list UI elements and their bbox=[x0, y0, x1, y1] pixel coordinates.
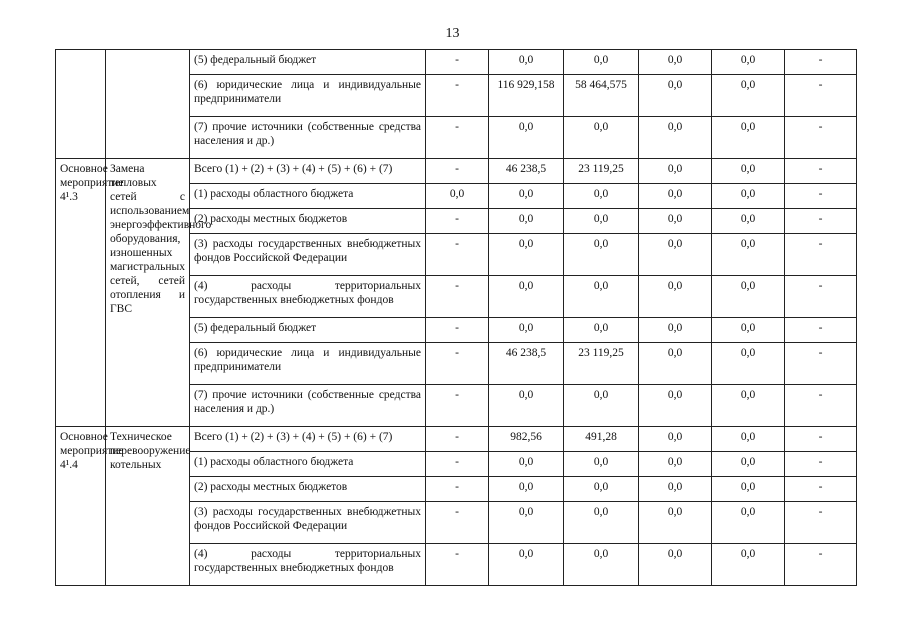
value-cell: 0,0 bbox=[564, 50, 639, 75]
value-cell: 0,0 bbox=[712, 184, 785, 209]
value-cell: - bbox=[426, 343, 489, 385]
value-cell: 0,0 bbox=[564, 544, 639, 586]
value-cell: 0,0 bbox=[712, 427, 785, 452]
value-cell: 0,0 bbox=[712, 502, 785, 544]
event-description-cell bbox=[106, 50, 190, 159]
value-cell: 0,0 bbox=[712, 477, 785, 502]
value-cell: 0,0 bbox=[489, 452, 564, 477]
value-cell: 23 119,25 bbox=[564, 343, 639, 385]
value-cell: - bbox=[785, 502, 857, 544]
value-cell: 982,56 bbox=[489, 427, 564, 452]
value-cell: - bbox=[426, 276, 489, 318]
value-cell: 0,0 bbox=[489, 502, 564, 544]
value-cell: 0,0 bbox=[639, 50, 712, 75]
funding-source-cell: (7) прочие источники (собственные средства населения и др.) bbox=[190, 385, 426, 427]
value-cell: 0,0 bbox=[639, 318, 712, 343]
value-cell: 0,0 bbox=[489, 117, 564, 159]
value-cell: - bbox=[785, 276, 857, 318]
event-description-cell: Замена тепловых сетей с использованием энергоэффективного оборудования, изношенных магистральных сетей, сетей отопления и ГВС bbox=[106, 159, 190, 427]
value-cell: 0,0 bbox=[712, 75, 785, 117]
funding-source-cell: (4) расходы территориальных государственных внебюджетных фондов bbox=[190, 276, 426, 318]
value-cell: - bbox=[426, 117, 489, 159]
value-cell: 0,0 bbox=[564, 452, 639, 477]
value-cell: 0,0 bbox=[489, 385, 564, 427]
value-cell: 0,0 bbox=[712, 159, 785, 184]
value-cell: 0,0 bbox=[639, 385, 712, 427]
value-cell: - bbox=[785, 184, 857, 209]
value-cell: 0,0 bbox=[489, 544, 564, 586]
funding-source-cell: (2) расходы местных бюджетов bbox=[190, 477, 426, 502]
table-body bbox=[56, 50, 857, 586]
value-cell: 0,0 bbox=[489, 234, 564, 276]
value-cell: - bbox=[426, 50, 489, 75]
table-row bbox=[56, 159, 857, 184]
value-cell: 0,0 bbox=[639, 276, 712, 318]
value-cell: - bbox=[785, 343, 857, 385]
funding-source-cell: (6) юридические лица и индивидуальные предприниматели bbox=[190, 343, 426, 385]
value-cell: 0,0 bbox=[489, 184, 564, 209]
value-cell: - bbox=[426, 209, 489, 234]
value-cell: - bbox=[785, 50, 857, 75]
value-cell: 0,0 bbox=[639, 544, 712, 586]
funding-source-cell: (6) юридические лица и индивидуальные предприниматели bbox=[190, 75, 426, 117]
value-cell: 0,0 bbox=[564, 209, 639, 234]
value-cell: 0,0 bbox=[712, 544, 785, 586]
value-cell: 46 238,5 bbox=[489, 159, 564, 184]
value-cell: - bbox=[785, 117, 857, 159]
value-cell: - bbox=[785, 234, 857, 276]
value-cell: 58 464,575 bbox=[564, 75, 639, 117]
value-cell: 0,0 bbox=[639, 184, 712, 209]
value-cell: 0,0 bbox=[712, 318, 785, 343]
table-row bbox=[56, 427, 857, 452]
value-cell: - bbox=[426, 159, 489, 184]
value-cell: - bbox=[785, 427, 857, 452]
value-cell: 0,0 bbox=[639, 477, 712, 502]
value-cell: 46 238,5 bbox=[489, 343, 564, 385]
event-name-cell: Основное мероприятие 4¹.3 bbox=[56, 159, 106, 427]
value-cell: - bbox=[785, 75, 857, 117]
value-cell: 0,0 bbox=[564, 117, 639, 159]
value-cell: 0,0 bbox=[489, 209, 564, 234]
event-name-cell: Основное мероприятие 4¹.4 bbox=[56, 427, 106, 586]
value-cell: 0,0 bbox=[639, 234, 712, 276]
value-cell: 0,0 bbox=[712, 209, 785, 234]
value-cell: 0,0 bbox=[712, 234, 785, 276]
value-cell: 0,0 bbox=[489, 276, 564, 318]
value-cell: 0,0 bbox=[639, 209, 712, 234]
value-cell: - bbox=[785, 544, 857, 586]
value-cell: 0,0 bbox=[712, 117, 785, 159]
value-cell: - bbox=[785, 452, 857, 477]
value-cell: - bbox=[426, 502, 489, 544]
funding-source-cell: (2) расходы местных бюджетов bbox=[190, 209, 426, 234]
value-cell: 23 119,25 bbox=[564, 159, 639, 184]
value-cell: - bbox=[785, 318, 857, 343]
funding-source-cell: (4) расходы территориальных государственных внебюджетных фондов bbox=[190, 544, 426, 586]
funding-source-cell: (1) расходы областного бюджета bbox=[190, 452, 426, 477]
funding-source-cell: (5) федеральный бюджет bbox=[190, 318, 426, 343]
funding-source-cell: Всего (1) + (2) + (3) + (4) + (5) + (6) + (7) bbox=[190, 159, 426, 184]
value-cell: 0,0 bbox=[489, 477, 564, 502]
value-cell: 0,0 bbox=[564, 477, 639, 502]
value-cell: 0,0 bbox=[564, 502, 639, 544]
funding-source-cell: (5) федеральный бюджет bbox=[190, 50, 426, 75]
value-cell: - bbox=[426, 318, 489, 343]
value-cell: 0,0 bbox=[639, 117, 712, 159]
funding-source-cell: (1) расходы областного бюджета bbox=[190, 184, 426, 209]
value-cell: - bbox=[426, 427, 489, 452]
value-cell: 116 929,158 bbox=[489, 75, 564, 117]
value-cell: - bbox=[426, 385, 489, 427]
value-cell: - bbox=[785, 209, 857, 234]
value-cell: 0,0 bbox=[639, 75, 712, 117]
budget-table bbox=[55, 49, 857, 586]
value-cell: - bbox=[426, 544, 489, 586]
funding-source-cell: Всего (1) + (2) + (3) + (4) + (5) + (6) + (7) bbox=[190, 427, 426, 452]
value-cell: 0,0 bbox=[489, 318, 564, 343]
value-cell: 0,0 bbox=[426, 184, 489, 209]
value-cell: 0,0 bbox=[712, 343, 785, 385]
value-cell: - bbox=[785, 159, 857, 184]
table-row bbox=[56, 50, 857, 75]
event-name-cell bbox=[56, 50, 106, 159]
value-cell: 0,0 bbox=[712, 50, 785, 75]
funding-source-cell: (3) расходы государственных внебюджетных фондов Российской Федерации bbox=[190, 502, 426, 544]
value-cell: - bbox=[426, 477, 489, 502]
value-cell: 0,0 bbox=[564, 184, 639, 209]
value-cell: 0,0 bbox=[712, 452, 785, 477]
value-cell: 0,0 bbox=[639, 452, 712, 477]
value-cell: 0,0 bbox=[712, 276, 785, 318]
value-cell: - bbox=[426, 75, 489, 117]
value-cell: - bbox=[426, 234, 489, 276]
event-description-cell: Техническое перевооружение котельных bbox=[106, 427, 190, 586]
value-cell: 0,0 bbox=[639, 427, 712, 452]
value-cell: 0,0 bbox=[489, 50, 564, 75]
value-cell: 0,0 bbox=[639, 502, 712, 544]
page-number: 13 bbox=[445, 26, 460, 41]
value-cell: 0,0 bbox=[712, 385, 785, 427]
value-cell: 491,28 bbox=[564, 427, 639, 452]
funding-source-cell: (3) расходы государственных внебюджетных фондов Российской Федерации bbox=[190, 234, 426, 276]
value-cell: - bbox=[426, 452, 489, 477]
funding-source-cell: (7) прочие источники (собственные средства населения и др.) bbox=[190, 117, 426, 159]
value-cell: 0,0 bbox=[564, 385, 639, 427]
value-cell: 0,0 bbox=[564, 234, 639, 276]
value-cell: 0,0 bbox=[564, 318, 639, 343]
value-cell: - bbox=[785, 477, 857, 502]
value-cell: 0,0 bbox=[564, 276, 639, 318]
value-cell: 0,0 bbox=[639, 343, 712, 385]
value-cell: - bbox=[785, 385, 857, 427]
value-cell: 0,0 bbox=[639, 159, 712, 184]
